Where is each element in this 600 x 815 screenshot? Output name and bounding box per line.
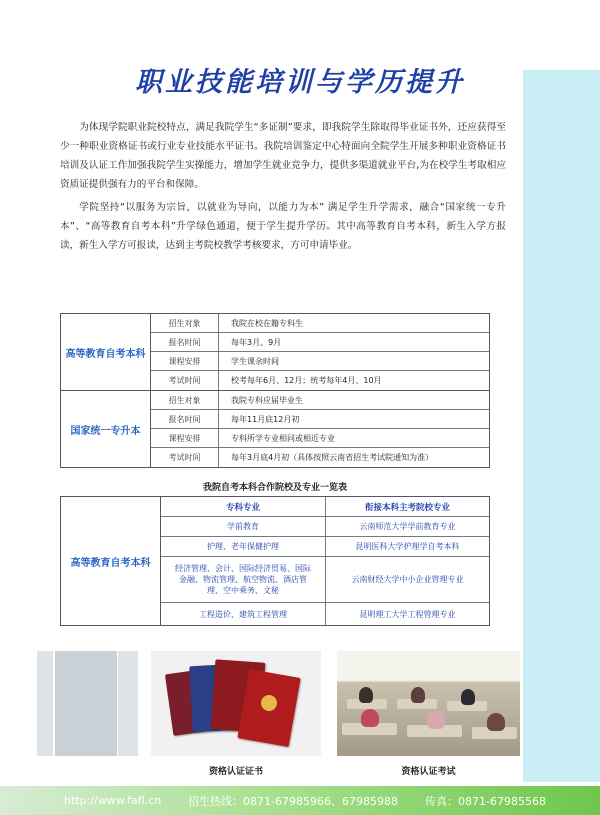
table-row (151, 391, 489, 410)
row-value: 我院在校在籍专科生 (231, 318, 303, 328)
student (361, 709, 379, 727)
exam-room-photo (337, 651, 520, 756)
hotline-text: 招生热线：0871-67985966、67985988 (188, 794, 398, 808)
diploma-major: 经济管理、会计、国际经济贸易、国际金融、物流管理、航空物流、酒店管理、空中乘务、文秘 (161, 557, 326, 602)
student (461, 689, 475, 705)
row-key: 课程安排 (151, 429, 219, 447)
intro-paragraph-1: 为体现学院职业院校特点，满足我院学生“多证制”要求，即我院学生除取得毕业证书外，还应获得至少一种职业资格证书或行业专业技能水平证书。我院培训鉴定中心特面向全院学生开展多种职业资格证书培训及认证工作加强我院学生实操能力，增加学生就业竞争力，提供多渠道就业平台,为在校学生考取相应资质证提供强有力的平台和保障。 (60, 122, 506, 190)
table-row (161, 517, 489, 537)
intro-paragraph-2: 学院坚持“以服务为宗旨，以就业为导向，以能力为本” 满足学生升学需求，融合“国家统一专升本”、“高等教育自考本科”升学绿色通道，便于学生提升学历。其中高等教育自考本科，新生入学方报读，新生入学方可报读，达到主考院校教学考核要求，方可申请毕业。 (60, 202, 506, 251)
partner-table-caption: 我院自考本科合作院校及专业一览表 (202, 483, 347, 493)
row-value: 学生课余时间 (231, 356, 279, 366)
decorative-block (55, 651, 117, 756)
row-key: 考试时间 (151, 448, 219, 467)
student (487, 713, 505, 731)
certificates-caption: 资格认证证书 (208, 767, 263, 777)
row-key: 报名时间 (151, 410, 219, 428)
row-value: 我院专科应届毕业生 (231, 395, 303, 405)
row-value: 每年3月底4月初（具体按照云南省招生考试院通知为准） (231, 453, 434, 462)
group-header: 高等教育自考本科 (61, 497, 161, 625)
diploma-major: 护理、老年保健护理 (161, 537, 326, 556)
program-schedule-table (60, 313, 490, 468)
exam-caption: 资格认证考试 (401, 767, 456, 777)
emblem-icon (261, 695, 277, 711)
decorative-block (118, 651, 138, 756)
fax-text: 传真：0871-67985568 (425, 794, 546, 808)
table-row (161, 557, 489, 603)
row-key: 招生对象 (151, 314, 219, 332)
page-title: 职业技能培训与学历提升 (135, 67, 465, 98)
partner-majors-table (60, 496, 490, 626)
bachelor-major: 云南师范大学学前教育专业 (359, 522, 456, 531)
student (411, 687, 425, 703)
row-value: 每年3月、9月 (231, 337, 282, 347)
student (359, 687, 373, 703)
group-national-upgrade (61, 391, 489, 467)
decorative-side-bar (523, 70, 600, 782)
group-header: 高等教育自考本科 (61, 314, 151, 390)
table-row (151, 333, 489, 352)
table-row (151, 352, 489, 371)
table-row (151, 448, 489, 467)
row-key: 招生对象 (151, 391, 219, 409)
row-key: 报名时间 (151, 333, 219, 351)
diploma-major: 工程造价、建筑工程管理 (161, 603, 326, 625)
table-row (151, 314, 489, 333)
row-key: 课程安排 (151, 352, 219, 370)
bachelor-major: 昆明理工大学工程管理专业 (359, 609, 456, 619)
decorative-block (37, 651, 53, 756)
table-header-row (161, 497, 489, 517)
group-header: 国家统一专升本 (61, 391, 151, 467)
table-row (151, 371, 489, 390)
row-key: 考试时间 (151, 371, 219, 390)
column-header-diploma-major: 专科专业 (161, 497, 326, 516)
row-value: 专科所学专业相同或相近专业 (231, 433, 335, 443)
intro-text (60, 118, 506, 255)
certificates-photo (151, 651, 321, 756)
bachelor-major: 云南财经大学中小企业管理专业 (351, 575, 464, 584)
row-value: 每年11月底12月初 (231, 414, 300, 424)
diploma-major: 学前教育 (161, 517, 326, 536)
student (427, 711, 445, 729)
footer-bar (0, 786, 600, 815)
group-self-study-bachelor (61, 314, 489, 391)
website-link[interactable]: http://www.fafl.cn (64, 794, 162, 807)
row-value: 校考每年6月、12月；统考每年4月、10月 (231, 376, 382, 385)
table-row (151, 410, 489, 429)
table-row (151, 429, 489, 448)
table-row (161, 537, 489, 557)
table-row (161, 603, 489, 625)
bachelor-major: 昆明医科大学护理学自考本科 (355, 542, 460, 551)
column-header-bachelor-major: 衔接本科主考院校专业 (364, 502, 450, 513)
